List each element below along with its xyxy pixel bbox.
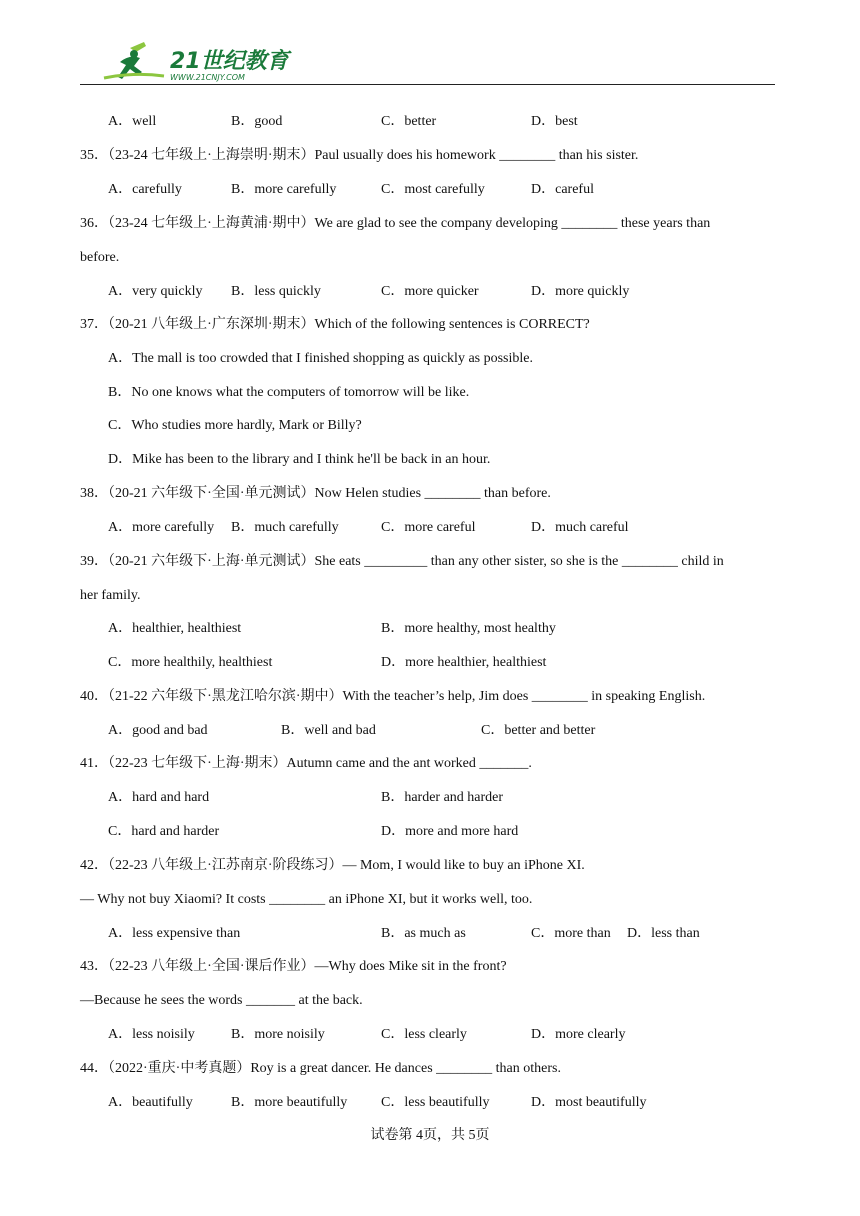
option-c[interactable]: C．more than xyxy=(531,926,611,941)
option-b[interactable]: B．more healthy, most healthy xyxy=(381,621,556,636)
option-a[interactable]: A．good and bad xyxy=(108,723,208,738)
option-d[interactable]: D．best xyxy=(531,114,578,129)
question-stem: 37．（20-21 八年级上·广东深圳·期末）Which of the following sentences is CORRECT? xyxy=(80,317,590,332)
option-d[interactable]: D．less than xyxy=(627,926,700,941)
option-b[interactable]: B．more beautifully xyxy=(231,1095,348,1110)
question-stem-cont: — Why not buy Xiaomi? It costs ________ an iPhone XI, but it works well, too. xyxy=(80,892,533,907)
option-c[interactable]: C．better xyxy=(381,114,437,129)
option-b[interactable]: B．less quickly xyxy=(231,284,321,299)
option-a[interactable]: A．less noisily xyxy=(108,1027,195,1042)
option-a[interactable]: A．well xyxy=(108,114,157,129)
option-c[interactable]: C．better and better xyxy=(481,723,596,738)
logo-subtitle: WWW.21CNJY.COM xyxy=(170,73,245,82)
option-a[interactable]: A．beautifully xyxy=(108,1095,193,1110)
option-b[interactable]: B．well and bad xyxy=(281,723,376,738)
option-d[interactable]: D．most beautifully xyxy=(531,1095,647,1110)
option-b[interactable]: B．good xyxy=(231,114,283,129)
page-header xyxy=(80,40,775,86)
question-stem: 43．（22-23 八年级上·全国·课后作业）—Why does Mike sit in the front? xyxy=(80,959,507,974)
option-c[interactable]: C．less beautifully xyxy=(381,1095,490,1110)
runner-icon xyxy=(104,42,164,79)
option-c[interactable]: C．hard and harder xyxy=(108,824,220,839)
question-stem: 39．（20-21 六年级下·上海·单元测试）She eats _________ than any other sister, so she is the ________ child in xyxy=(80,554,724,569)
option-d[interactable]: D．more quickly xyxy=(531,284,630,299)
question-stem-cont: before. xyxy=(80,250,120,265)
option-d[interactable]: D．careful xyxy=(531,182,594,197)
option-a[interactable]: A．The mall is too crowded that I finished shopping as quickly as possible. xyxy=(108,351,533,366)
logo-title: 21世纪教育 xyxy=(170,49,289,74)
option-a[interactable]: A．healthier, healthiest xyxy=(108,621,242,636)
option-a[interactable]: A．hard and hard xyxy=(108,790,210,805)
page-footer: 试卷第 4页，共 5页 xyxy=(370,1128,490,1143)
question-stem-cont: her family. xyxy=(80,588,141,603)
option-c[interactable]: C．most carefully xyxy=(381,182,485,197)
question-stem: 41．（22-23 七年级下·上海·期末）Autumn came and the ant worked _______. xyxy=(80,756,532,771)
option-b[interactable]: B．more carefully xyxy=(231,182,337,197)
option-b[interactable]: B．No one knows what the computers of tomorrow will be like. xyxy=(108,385,470,400)
option-a[interactable]: A．very quickly xyxy=(108,284,203,299)
question-stem-cont: —Because he sees the words _______ at the back. xyxy=(80,993,363,1008)
logo xyxy=(100,40,360,84)
option-a[interactable]: A．more carefully xyxy=(108,520,215,535)
option-b[interactable]: B．more noisily xyxy=(231,1027,325,1042)
question-stem: 40．（21-22 六年级下·黑龙江哈尔滨·期中）With the teacher’s help, Jim does ________ in speaking English. xyxy=(80,689,706,704)
option-b[interactable]: B．as much as xyxy=(381,926,466,941)
option-d[interactable]: D．much careful xyxy=(531,520,629,535)
question-stem: 36．（23-24 七年级上·上海黄浦·期中）We are glad to see the company developing ________ these years than xyxy=(80,216,711,231)
question-stem: 38．（20-21 六年级下·全国·单元测试）Now Helen studies ________ than before. xyxy=(80,486,551,501)
option-b[interactable]: B．harder and harder xyxy=(381,790,504,805)
question-stem: 44．（2022·重庆·中考真题）Roy is a great dancer. He dances ________ than others. xyxy=(80,1061,561,1076)
option-a[interactable]: A．carefully xyxy=(108,182,182,197)
option-d[interactable]: D．more healthier, healthiest xyxy=(381,655,547,670)
option-b[interactable]: B．much carefully xyxy=(231,520,339,535)
option-c[interactable]: C．more careful xyxy=(381,520,476,535)
question-stem: 35．（23-24 七年级上·上海崇明·期末）Paul usually does his homework ________ than his sister. xyxy=(80,148,639,163)
option-d[interactable]: D．more clearly xyxy=(531,1027,626,1042)
option-a[interactable]: A．less expensive than xyxy=(108,926,241,941)
question-stem: 42．（22-23 八年级上·江苏南京·阶段练习）— Mom, I would like to buy an iPhone XI. xyxy=(80,858,585,873)
option-c[interactable]: C．less clearly xyxy=(381,1027,467,1042)
option-c[interactable]: C．Who studies more hardly, Mark or Billy? xyxy=(108,418,362,433)
header-rule xyxy=(80,84,775,85)
option-d[interactable]: D．Mike has been to the library and I think he'll be back in an hour. xyxy=(108,452,491,467)
option-c[interactable]: C．more quicker xyxy=(381,284,479,299)
option-d[interactable]: D．more and more hard xyxy=(381,824,519,839)
option-c[interactable]: C．more healthily, healthiest xyxy=(108,655,273,670)
